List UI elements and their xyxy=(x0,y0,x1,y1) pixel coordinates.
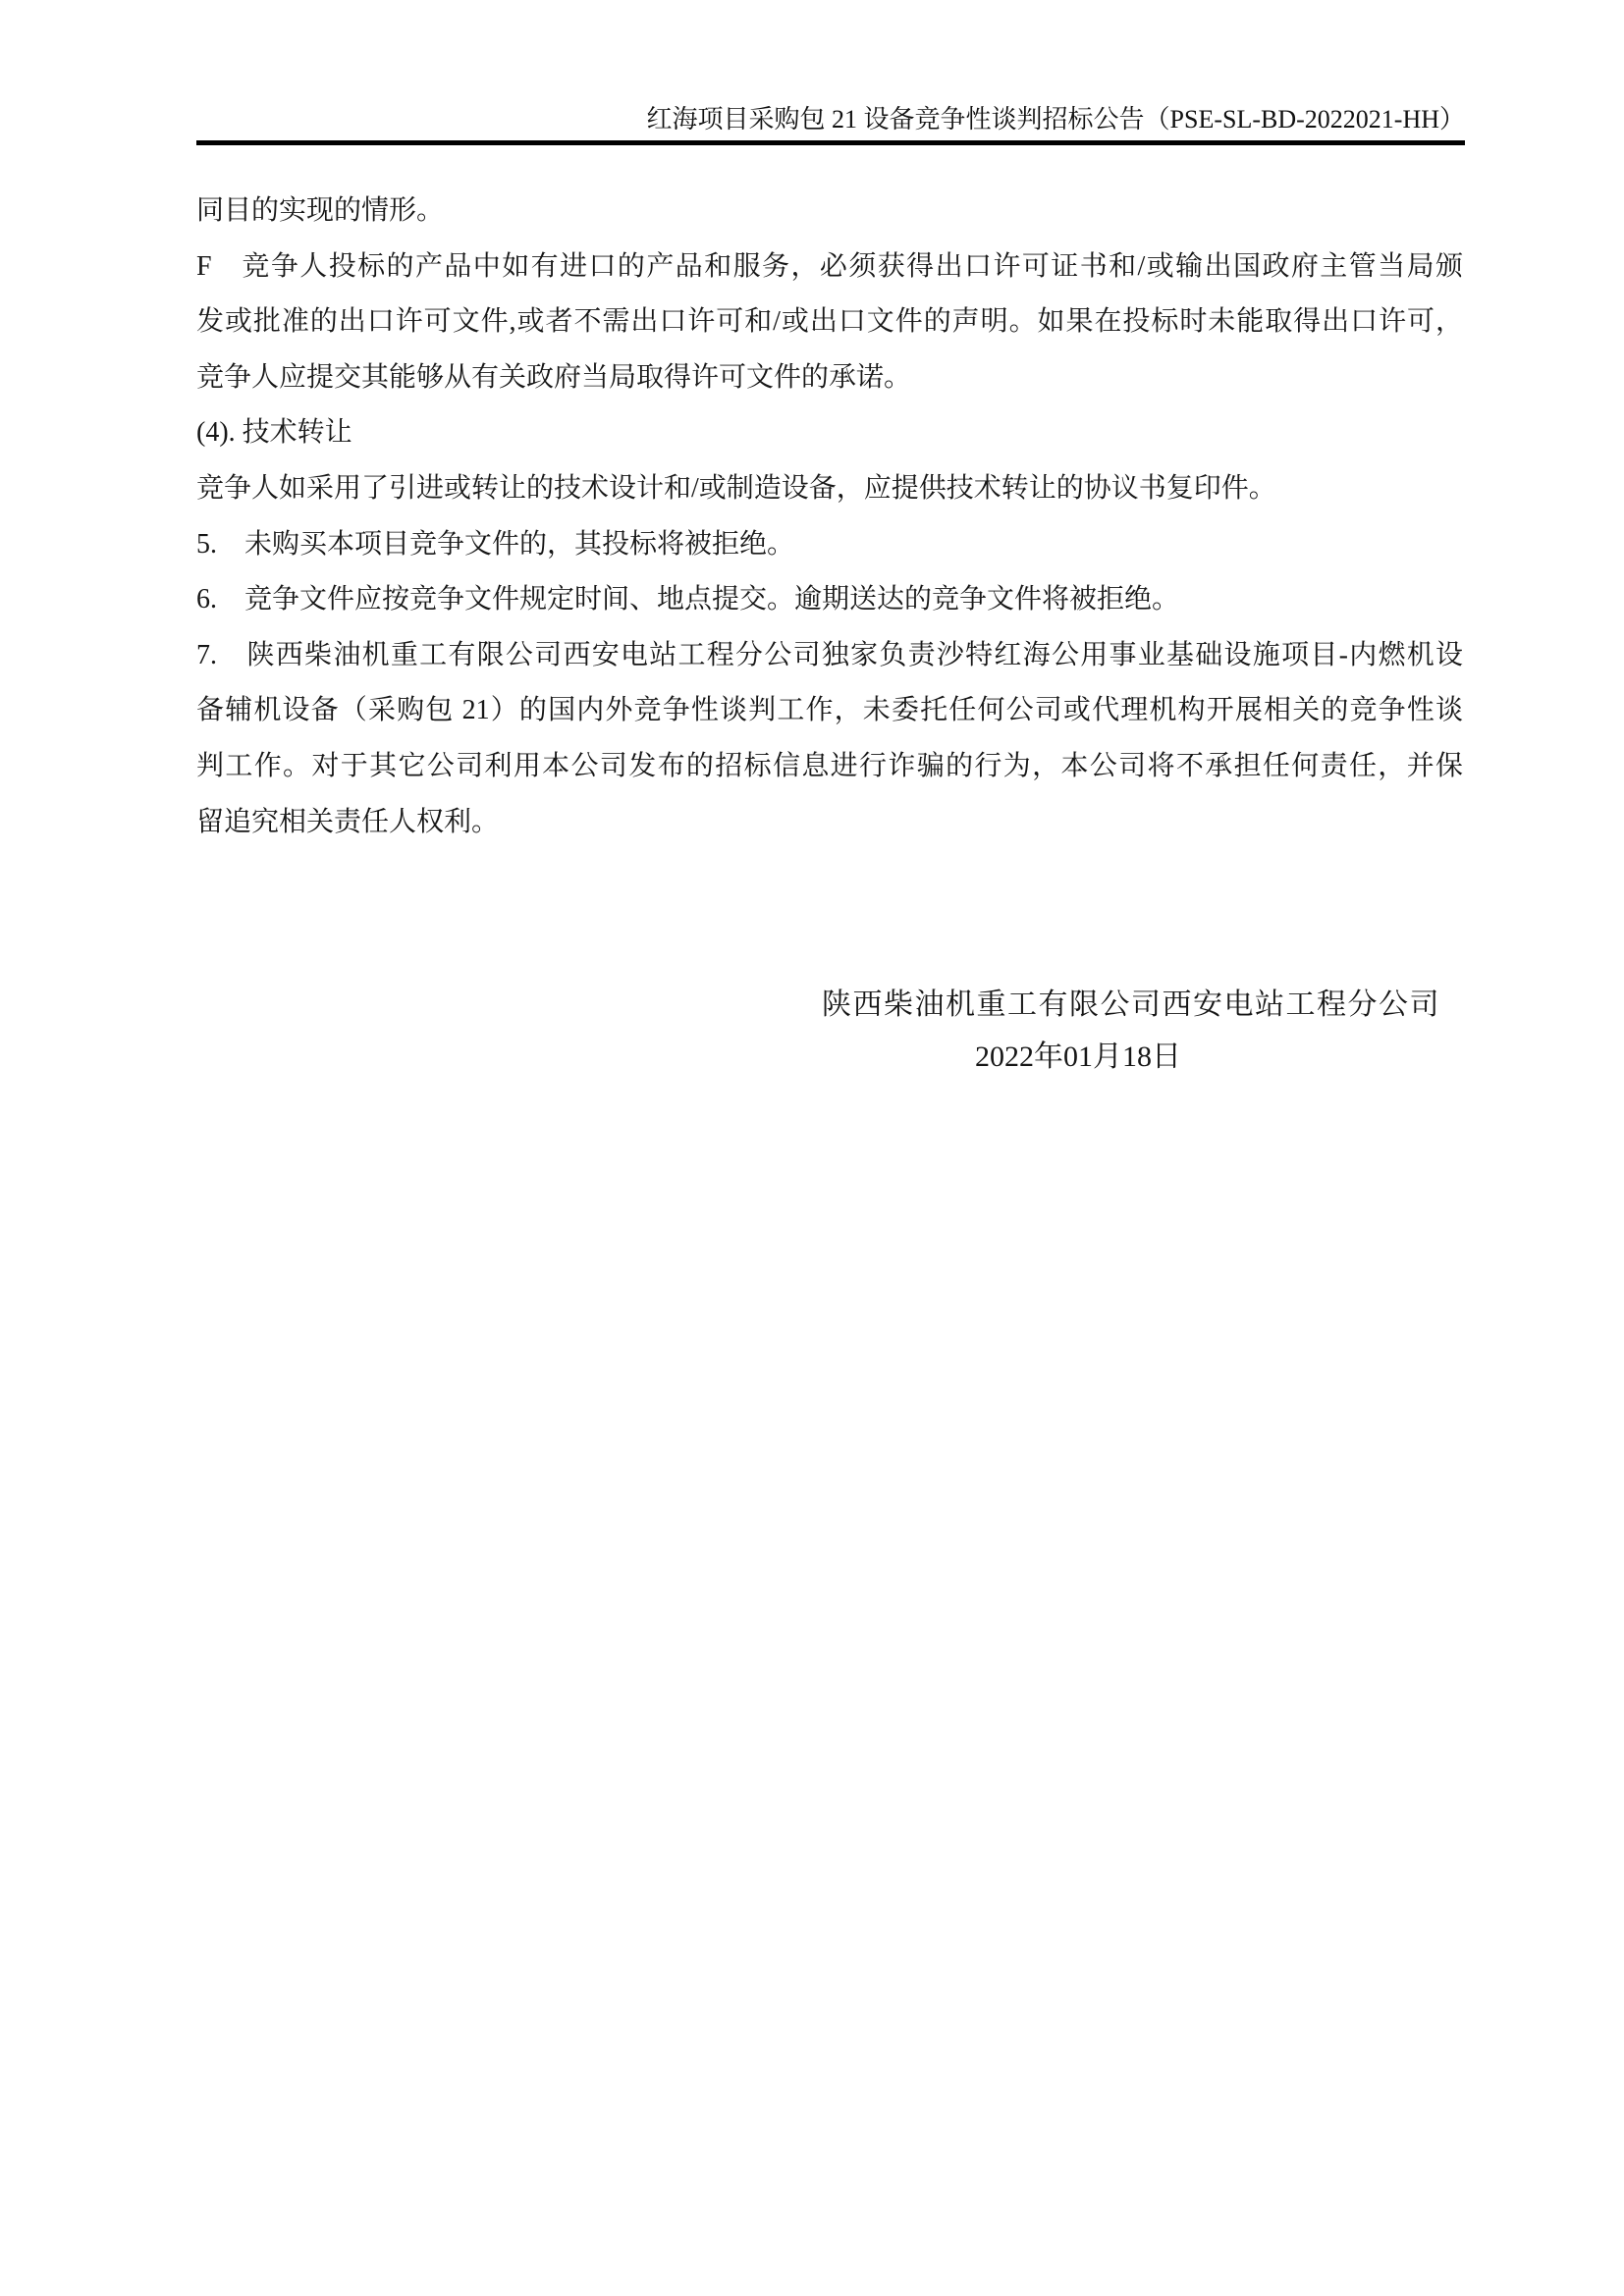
body-line: 5. 未购买本项目竞争文件的，其投标将被拒绝。 xyxy=(196,528,795,560)
body-line: 竞争人应提交其能够从有关政府当局取得许可文件的承诺。 xyxy=(196,361,912,393)
header-rule xyxy=(196,140,1465,145)
body-line: 6. 竞争文件应按竞争文件规定时间、地点提交。逾期送达的竞争文件将被拒绝。 xyxy=(196,584,1180,615)
document-body xyxy=(196,184,1463,850)
body-line: F 竞争人投标的产品中如有进口的产品和服务，必须获得出口许可证书和/或输出国政府主管当局颁 xyxy=(196,250,1463,282)
body-line: 同目的实现的情形。 xyxy=(196,195,445,226)
body-line: 7. 陕西柴油机重工有限公司西安电站工程分公司独家负责沙特红海公用事业基础设施项目-内燃机设 xyxy=(196,639,1463,670)
body-line: 留追究相关责任人权利。 xyxy=(196,806,500,837)
body-line: 判工作。对于其它公司利用本公司发布的招标信息进行诈骗的行为，本公司将不承担任何责任，并保 xyxy=(196,750,1463,781)
signature-company-name: 陕西柴油机重工有限公司西安电站工程分公司 xyxy=(822,988,1440,1021)
page-header-title: 红海项目采购包 21 设备竞争性谈判招标公告（PSE-SL-BD-2022021-HH） xyxy=(646,105,1465,133)
signature-date: 2022年01月18日 xyxy=(975,1041,1181,1073)
body-line: 竞争人如采用了引进或转让的技术设计和/或制造设备，应提供技术转让的协议书复印件。 xyxy=(196,472,1276,504)
body-line: 发或批准的出口许可文件,或者不需出口许可和/或出口文件的声明。如果在投标时未能取得出口许可， xyxy=(196,306,1463,338)
body-line: 备辅机设备（采购包 21）的国内外竞争性谈判工作，未委托任何公司或代理机构开展相关的竞争性谈 xyxy=(196,695,1463,726)
body-line: (4). 技术转让 xyxy=(196,417,352,449)
